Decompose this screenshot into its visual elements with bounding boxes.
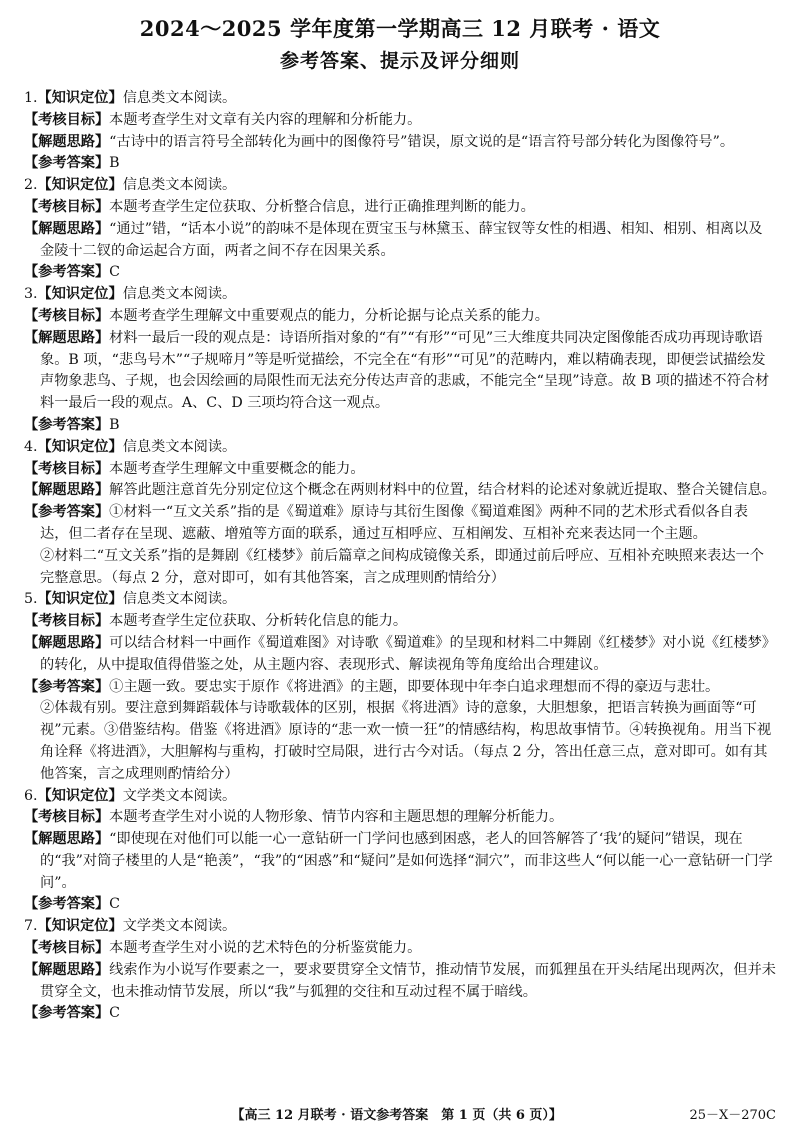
page-subtitle: 参考答案、提示及评分细则 (279, 50, 520, 72)
section-tag: 【考核目标】 (24, 111, 110, 128)
section-tag: 【考核目标】 (24, 307, 110, 324)
section-tag: 【解题思路】 (24, 634, 110, 651)
answer-text: ②材料二“互文关系”指的是舞剧《红楼梦》前后篇章之间构成镜像关系，即通过前后呼应、互相补充映照来表达一个完整意思。（每点 2 分，意对即可，如有其他答案，言之成理则酌情给分） (40, 547, 764, 586)
footer-code: 25－X－270C (689, 1108, 776, 1123)
answer-line (24, 894, 776, 916)
question-number: 4. (24, 438, 38, 455)
answer-line (24, 284, 776, 306)
answer-line (24, 197, 776, 219)
answer-line (24, 153, 776, 175)
question-number: 1. (24, 90, 38, 106)
answer-text: 文学类文本阅读。 (122, 918, 237, 935)
section-tag: 【参考答案】 (24, 155, 110, 172)
answer-line (24, 132, 776, 154)
answer-text: 信息类文本阅读。 (122, 177, 237, 194)
answer-text: 可以结合材料一中画作《蜀道难图》对诗歌《蜀道难》的呈现和材料二中舞剧《红楼梦》对小说《红楼梦》的转化，从中提取值得借鉴之处，从主题内容、表现形式、解读视角等角度给出合理建议。 (40, 634, 776, 673)
answer-text: 信息类文本阅读。 (122, 438, 237, 455)
question-item (24, 175, 776, 284)
answer-text: C (109, 896, 120, 913)
answer-text: ②体裁有别。要注意到舞蹈载体与诗歌载体的区别，根据《将进酒》诗的意象，大胆想象，把语言转换为画面等“可视”元素。③借鉴结构。借鉴《将进酒》原诗的“悲一欢一愤一狂”的情感结构，构思故事情节。④转换视角。用当下视角诠释《将进酒》，大胆解构与重构，打破时空局限，进行古今对话。（每点 2 分，答出任意三点，意对即可。如有其他答案，言之成理则酌情给分） (40, 700, 772, 782)
section-tag: 【参考答案】 (24, 504, 110, 521)
answer-text: 材料一最后一段的观点是：诗语所指对象的“有”“有形”“可见”三大维度共同决定图像能否成功再现诗歌语象。B 项，“悲鸟号木”“子规啼月”等是听觉描绘，不完全在“有形”“可见”的范畴内，难以精确表现，即便尝试描绘发声物象悲鸟、子规，也会因绘画的局限性而无法充分传达声音的悲戚，不能完全“呈现”诗意。故 B 项的描述不符合材料一最后一段的观点。A、C、D 三项均符合这一观点。 (40, 329, 770, 412)
section-tag: 【解题思路】 (24, 329, 110, 346)
answer-text: B (109, 416, 120, 433)
answer-line (24, 415, 776, 437)
section-tag: 【考核目标】 (24, 613, 110, 630)
answer-text: 本题考查学生对小说的艺术特色的分析鉴赏能力。 (109, 940, 422, 957)
answer-line (24, 677, 776, 699)
answer-line (24, 960, 776, 1004)
answer-line (24, 807, 776, 829)
answer-line (24, 546, 776, 590)
answer-text: 本题考查学生理解文中重要观点的能力，分析论据与论点关系的能力。 (109, 307, 549, 324)
section-tag: 【知识定位】 (37, 438, 123, 455)
answer-text: 信息类文本阅读。 (122, 90, 237, 106)
page-title: 2024～2025 学年度第一学期高三 12 月联考 · 语文 (139, 16, 661, 41)
section-tag: 【知识定位】 (37, 286, 123, 303)
section-tag: 【知识定位】 (37, 90, 123, 106)
answer-text: 本题考查学生对文章有关内容的理解和分析能力。 (109, 111, 422, 128)
answer-text: 信息类文本阅读。 (122, 286, 237, 303)
section-tag: 【知识定位】 (37, 787, 123, 804)
question-item (24, 88, 776, 175)
answer-line (24, 219, 776, 263)
section-tag: 【参考答案】 (24, 1005, 110, 1022)
section-tag: 【参考答案】 (24, 896, 110, 913)
section-tag: 【解题思路】 (24, 482, 110, 499)
answer-text: 信息类文本阅读。 (122, 591, 237, 608)
answer-line (24, 916, 776, 938)
section-tag: 【解题思路】 (24, 133, 110, 150)
question-item (24, 437, 776, 590)
section-tag: 【知识定位】 (37, 918, 123, 935)
answer-line (24, 175, 776, 197)
section-tag: 【解题思路】 (24, 961, 110, 978)
answer-text: 线索作为小说写作要素之一，要求要贯穿全文情节，推动情节发展，而狐狸虽在开头结尾出现两次，但并未贯穿全文，也未推动情节发展，所以“我”与狐狸的交往和互动过程不属于暗线。 (40, 961, 776, 1000)
question-number: 2. (24, 177, 38, 194)
answer-text: 本题考查学生对小说的人物形象、情节内容和主题思想的理解分析能力。 (109, 809, 564, 826)
answer-text: 本题考查学生定位获取、分析整合信息，进行正确推理判断的能力。 (109, 198, 535, 215)
answer-line (24, 1003, 776, 1025)
question-item (24, 284, 776, 437)
section-tag: 【参考答案】 (24, 416, 110, 433)
answer-text: B (109, 155, 120, 172)
answer-line (24, 437, 776, 459)
answer-text: “通过”错，“话本小说”的韵味不是体现在贾宝玉与林黛玉、薛宝钗等女性的相遇、相知、相别、相离以及金陵十二钗的命运起合方面，两者之间不存在因果关系。 (40, 220, 763, 259)
answer-text: ①主题一致。要忠实于原作《将进酒》的主题，即要体现中年李白追求理想而不得的豪迈与悲壮。 (109, 678, 720, 695)
question-number: 3. (24, 286, 38, 303)
question-item (24, 786, 776, 917)
answer-line (24, 611, 776, 633)
section-tag: 【解题思路】 (24, 831, 110, 848)
answer-text: 本题考查学生定位获取、分析转化信息的能力。 (109, 613, 408, 630)
question-number: 7. (24, 918, 38, 935)
answer-text: C (109, 264, 120, 281)
answer-content (24, 88, 776, 1025)
footer-page-info: 【高三 12 月联考 · 语文参考答案 第 1 页（共 6 页）】 (231, 1108, 562, 1123)
answer-line (24, 88, 776, 110)
answer-line (24, 938, 776, 960)
section-tag: 【考核目标】 (24, 460, 110, 477)
answer-text: 本题考查学生理解文中重要概念的能力。 (109, 460, 365, 477)
page-footer (24, 1107, 776, 1125)
section-tag: 【考核目标】 (24, 940, 110, 957)
answer-line (24, 502, 776, 546)
answer-line (24, 262, 776, 284)
answer-text: ①材料一“互文关系”指的是《蜀道难》原诗与其衍生图像《蜀道难图》两种不同的艺术形式看似各自表达，但二者存在呈现、遮蔽、增殖等方面的联系，通过互相呼应、互相阐发、互相补充来表达同一个主题。 (40, 504, 748, 542)
section-tag: 【参考答案】 (24, 264, 110, 281)
question-item (24, 916, 776, 1025)
question-item (24, 589, 776, 785)
section-tag: 【解题思路】 (24, 220, 110, 237)
section-tag: 【参考答案】 (24, 678, 110, 695)
answer-line (24, 328, 776, 415)
answer-text: C (109, 1005, 120, 1022)
question-number: 5. (24, 591, 38, 608)
answer-text: “即使现在对他们可以能一心一意钻研一门学问也感到困惑，老人的回答解答了‘我’的疑问”错误，现在的“我”对筒子楼里的人是“艳羡”，“我”的“困惑”和“疑问”是如何选择“洞穴”，而非这些人“何以能一心一意钻研一门学问”。 (40, 831, 773, 891)
section-tag: 【考核目标】 (24, 198, 110, 215)
answer-line (24, 480, 776, 502)
answer-line (24, 589, 776, 611)
section-tag: 【知识定位】 (37, 591, 123, 608)
answer-text: “古诗中的语言符号全部转化为画中的图像符号”错误，原文说的是“语言符号部分转化为图像符号”。 (109, 133, 735, 150)
section-tag: 【知识定位】 (37, 177, 123, 194)
answer-line (24, 459, 776, 481)
answer-line (24, 829, 776, 894)
answer-text: 文学类文本阅读。 (122, 787, 237, 804)
answer-line (24, 698, 776, 785)
question-number: 6. (24, 787, 38, 804)
answer-line (24, 633, 776, 677)
answer-text: 解答此题注意首先分别定位这个概念在两则材料中的位置，结合材料的论述对象就近提取、整合关键信息。 (109, 482, 776, 499)
answer-line (24, 786, 776, 808)
section-tag: 【考核目标】 (24, 809, 110, 826)
answer-line (24, 110, 776, 132)
answer-line (24, 306, 776, 328)
